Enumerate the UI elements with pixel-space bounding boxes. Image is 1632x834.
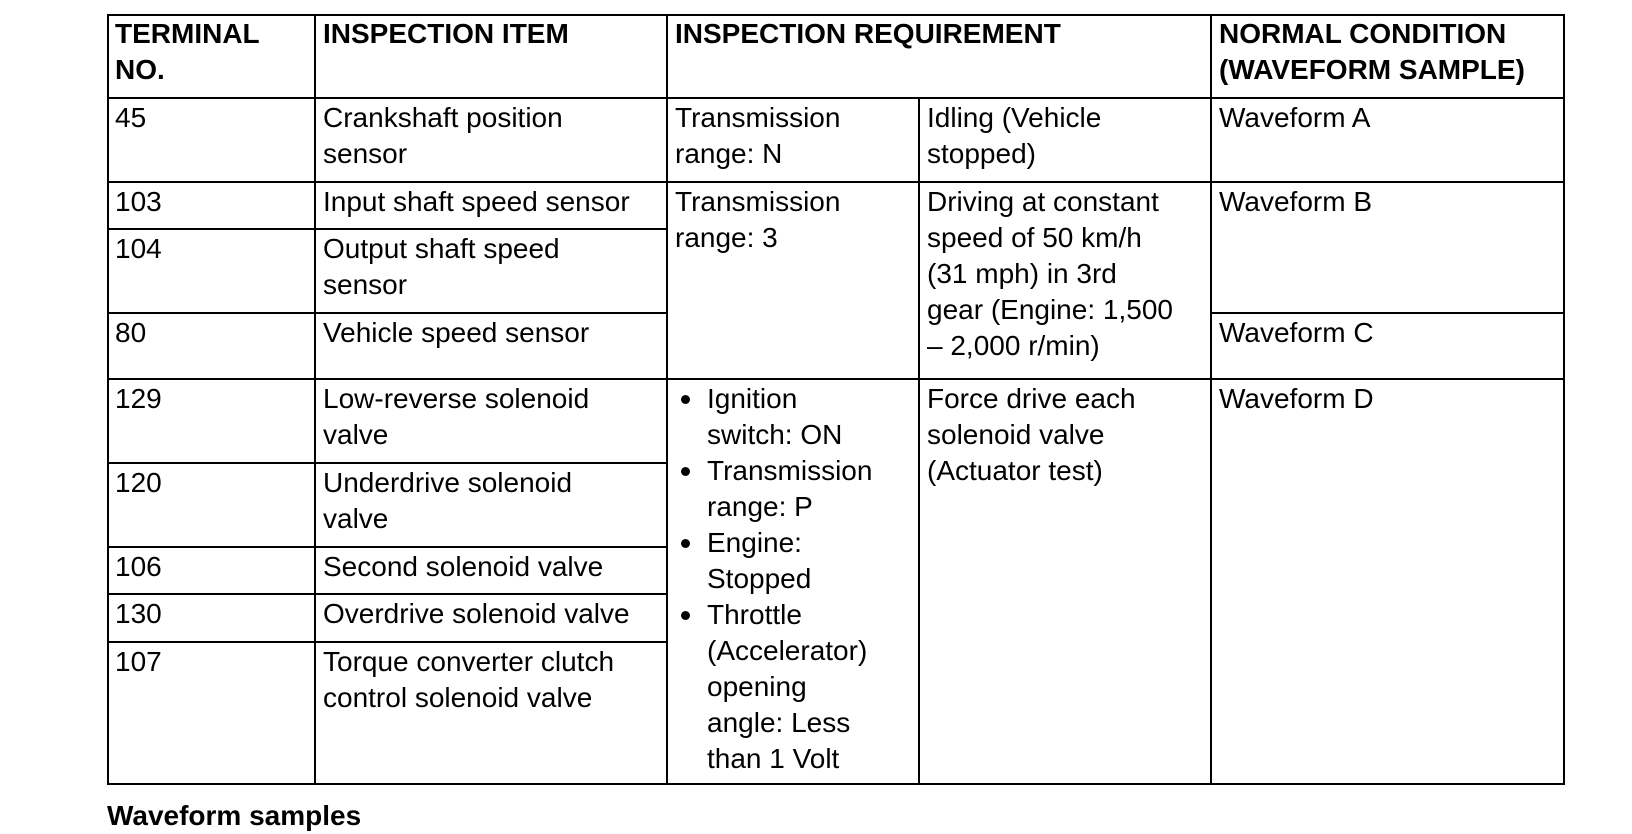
inspection-item-cell <box>315 229 667 303</box>
terminal-cell <box>107 642 315 680</box>
column-divider <box>314 14 316 785</box>
terminal-value: 80 <box>115 317 147 348</box>
waveform-cell <box>1211 98 1565 136</box>
inspection-item-cell <box>315 98 667 172</box>
requirement-range-cell <box>667 98 919 172</box>
bullet-icon <box>681 611 690 620</box>
item-text: valve <box>323 419 389 450</box>
condition-text: gear (Engine: 1,500 <box>927 294 1173 325</box>
bullet-text: Ignition <box>707 383 798 414</box>
requirement-condition-cell <box>919 182 1211 364</box>
terminal-cell <box>107 182 315 220</box>
column-divider <box>666 14 668 785</box>
header-normal-line-1: NORMAL CONDITION <box>1219 18 1507 49</box>
waveform-cell <box>1211 182 1565 220</box>
item-text: Torque converter clutch <box>323 646 615 677</box>
header-inspection-requirement <box>667 14 1211 52</box>
item-text: Underdrive solenoid <box>323 467 573 498</box>
requirement-bullet-list <box>667 381 919 777</box>
item-text: control solenoid valve <box>323 682 593 713</box>
table-border-right <box>1563 14 1565 785</box>
bullet-text: Engine: <box>707 527 802 558</box>
waveform-label: Waveform C <box>1219 317 1374 348</box>
terminal-cell <box>107 379 315 417</box>
terminal-value: 45 <box>115 102 147 133</box>
item-text: Second solenoid valve <box>323 551 604 582</box>
row-divider <box>1211 312 1565 314</box>
terminal-cell <box>107 547 315 585</box>
row-divider <box>107 546 667 548</box>
waveform-samples-caption: Waveform samples <box>107 800 362 831</box>
table-border-left <box>107 14 109 785</box>
row-divider <box>107 228 667 230</box>
condition-text: Driving at constant <box>927 186 1159 217</box>
inspection-item-cell <box>315 594 667 632</box>
item-text: Low-reverse solenoid <box>323 383 590 414</box>
condition-text: stopped) <box>927 138 1036 169</box>
column-divider <box>918 98 920 785</box>
inspection-item-cell <box>315 182 667 220</box>
header-inspection-item <box>315 14 667 52</box>
item-text: Input shaft speed sensor <box>323 186 630 217</box>
header-terminal-line-1: TERMINAL <box>115 18 260 49</box>
item-text: valve <box>323 503 389 534</box>
inspection-item-cell <box>315 547 667 585</box>
header-requirement-line-1: INSPECTION REQUIREMENT <box>675 18 1061 49</box>
bullet-icon <box>681 467 690 476</box>
inspection-item-cell <box>315 642 667 716</box>
bullet-item <box>667 381 919 453</box>
bullet-text: opening <box>707 671 807 702</box>
bullet-icon <box>681 539 690 548</box>
inspection-item-cell <box>315 463 667 537</box>
table-border-top <box>107 14 1565 16</box>
requirement-bullets-cell <box>667 379 919 777</box>
row-divider <box>107 593 667 595</box>
bullet-text: switch: ON <box>707 419 843 450</box>
waveform-cell <box>1211 313 1565 351</box>
row-divider <box>107 312 667 314</box>
row-divider <box>107 378 1565 380</box>
header-terminal-no <box>107 14 315 88</box>
waveform-label: Waveform A <box>1219 102 1371 133</box>
inspection-item-cell <box>315 313 667 351</box>
condition-text: – 2,000 r/min) <box>927 330 1100 361</box>
waveform-cell <box>1211 379 1565 417</box>
inspection-table <box>107 14 1565 785</box>
row-divider <box>107 462 667 464</box>
bullet-text: Transmission <box>707 455 873 486</box>
bullet-text: Throttle <box>707 599 802 630</box>
waveform-label: Waveform B <box>1219 186 1372 217</box>
condition-text: (31 mph) in 3rd <box>927 258 1117 289</box>
terminal-value: 120 <box>115 467 162 498</box>
bullet-text: (Accelerator) <box>707 635 868 666</box>
requirement-range-cell <box>667 182 919 256</box>
condition-text: speed of 50 km/h <box>927 222 1142 253</box>
requirement-text: range: 3 <box>675 222 778 253</box>
inspection-item-cell <box>315 379 667 453</box>
requirement-text: range: N <box>675 138 783 169</box>
header-normal-line-2: (WAVEFORM SAMPLE) <box>1219 54 1525 85</box>
terminal-cell <box>107 229 315 267</box>
condition-text: Force drive each <box>927 383 1136 414</box>
terminal-cell <box>107 98 315 136</box>
requirement-text: Transmission <box>675 186 841 217</box>
requirement-text: Transmission <box>675 102 841 133</box>
bullet-icon <box>681 395 690 404</box>
terminal-value: 104 <box>115 233 162 264</box>
table-border-bottom <box>107 783 1565 785</box>
terminal-value: 107 <box>115 646 162 677</box>
bullet-item <box>667 597 919 777</box>
row-divider <box>107 641 667 643</box>
bullet-text: than 1 Volt <box>707 743 840 774</box>
item-text: Crankshaft position <box>323 102 563 133</box>
item-text: Vehicle speed sensor <box>323 317 590 348</box>
terminal-cell <box>107 463 315 501</box>
bullet-text: angle: Less <box>707 707 851 738</box>
bullet-text: Stopped <box>707 563 812 594</box>
bullet-item <box>667 453 919 525</box>
header-item-line-1: INSPECTION ITEM <box>323 18 569 49</box>
header-terminal-line-2: NO. <box>115 54 165 85</box>
terminal-cell <box>107 313 315 351</box>
item-text: sensor <box>323 269 408 300</box>
condition-text: Idling (Vehicle <box>927 102 1102 133</box>
column-divider <box>1210 14 1212 785</box>
terminal-value: 129 <box>115 383 162 414</box>
requirement-condition-cell <box>919 379 1211 489</box>
terminal-value: 130 <box>115 598 162 629</box>
requirement-condition-cell <box>919 98 1211 172</box>
bullet-text: range: P <box>707 491 813 522</box>
terminal-value: 103 <box>115 186 162 217</box>
condition-text: solenoid valve <box>927 419 1105 450</box>
item-text: sensor <box>323 138 408 169</box>
bullet-item <box>667 525 919 597</box>
header-normal-condition <box>1211 14 1565 88</box>
row-divider <box>107 97 1565 99</box>
condition-text: (Actuator test) <box>927 455 1103 486</box>
item-text: Output shaft speed <box>323 233 560 264</box>
row-divider <box>107 181 1565 183</box>
waveform-label: Waveform D <box>1219 383 1374 414</box>
terminal-value: 106 <box>115 551 162 582</box>
terminal-cell <box>107 594 315 632</box>
item-text: Overdrive solenoid valve <box>323 598 630 629</box>
